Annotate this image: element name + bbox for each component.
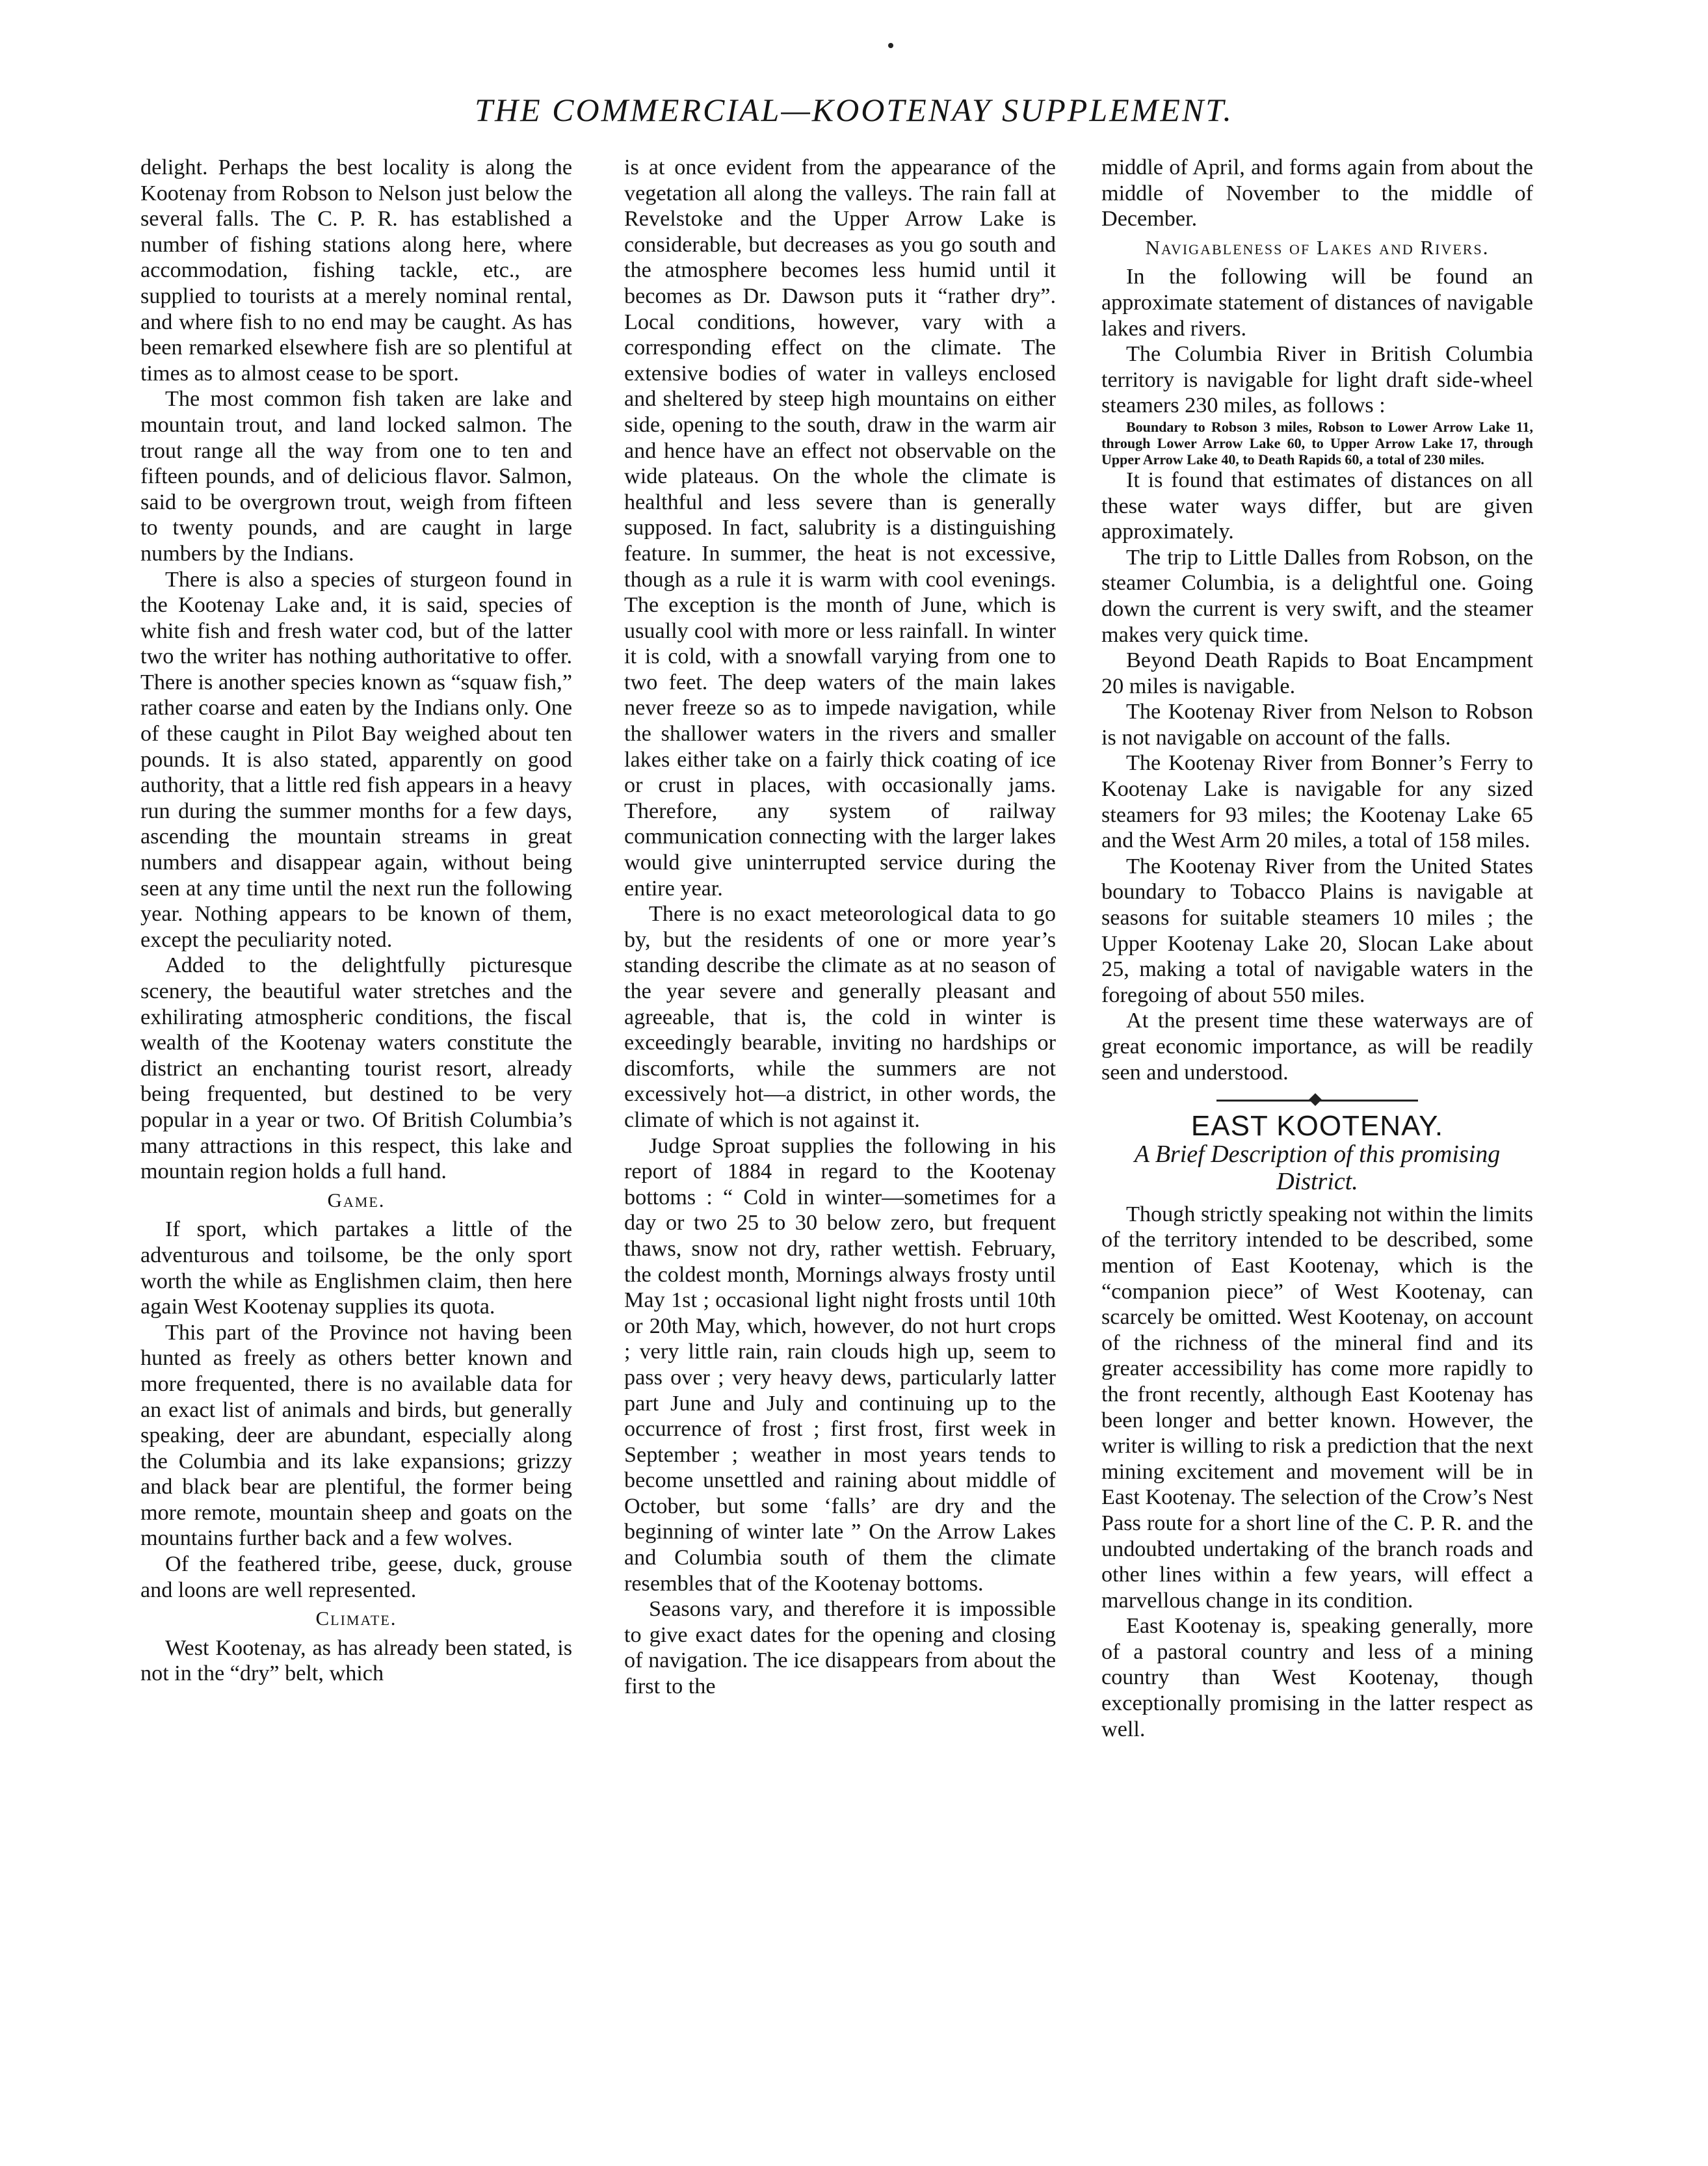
paragraph: delight. Perhaps the best locality is along the Kootenay from Robson to Nelson just below the several falls. The C. P. R. has established a number of fishing stations along here, where accommodation, fishing tackle, etc., are supplied to tourists at a merely nominal rental, and where fish to no end may be caught. As has been remarked elsewhere fish are so plentiful at times as to almost cease to be sport. [140,155,572,386]
paragraph: Of the feathered tribe, geese, duck, grouse and loons are well represented. [140,1552,572,1602]
column-middle [624,155,1056,1700]
paragraph: Beyond Death Rapids to Boat Encampment 20 miles is navigable. [1101,648,1533,698]
divider-ornament [1309,1093,1322,1106]
column-right [1101,155,1533,1742]
subheading-navigableness: Navigableness of Lakes and Rivers. [1145,235,1490,259]
column-left [140,155,572,1687]
paragraph: This part of the Province not having been hunted as freely as others better known and more frequented, there is no available data for an exact list of animals and birds, but generally speaking, deer are abundant, especially along the Columbia and its lake expansions; grizzy and black bear are plentiful, the former being more remote, mountain sheep and goats on the mountains further back and a few wolves. [140,1320,572,1551]
paragraph: Seasons vary, and therefore it is impossible to give exact dates for the opening and closing of navigation. The ice disappears from about the first to the [624,1597,1056,1699]
section-divider [1216,1100,1418,1102]
paragraph: The Kootenay River from the United States boundary to Tobacco Plains is navigable at seasons for suitable steamers 10 miles ; the Upper Kootenay Lake 20, Slocan Lake about 25, making a total of navigable waters in the foregoing of about 550 miles. [1101,854,1533,1007]
subheading-game: Game. [327,1188,386,1211]
subheading-climate: Climate. [315,1607,397,1630]
paragraph: The trip to Little Dalles from Robson, on the steamer Columbia, is a delightful one. Going down the current is very swift, and the steamer makes very quick time. [1101,545,1533,647]
paragraph: East Kootenay is, speaking generally, more of a pastoral country and less of a mining country than West Kootenay, though exceptionally promising in the latter respect as well. [1101,1614,1533,1741]
paragraph: middle of April, and forms again from about the middle of November to the middle of December. [1101,155,1533,231]
paragraph: Though strictly speaking not within the limits of the territory intended to be described, some mention of East Kootenay, which is the “companion piece” of West Kootenay, can scarcely be omitted. West Kootenay, on account of the richness of the mineral find and its greater accessibility has come more rapidly to the front recently, although East Kootenay has been longer and better known. However, the writer is willing to risk a prediction that the next mining excitement and movement will be in East Kootenay. The selection of the Crow’s Nest Pass route for a short line of the C. P. R. and the undoubted undertaking of the branch roads and other lines within a few years, will effect a marvellous change in its condition. [1101,1202,1533,1613]
article-deck: A Brief Description of this promising District. [1134,1140,1501,1195]
paragraph: is at once evident from the appearance of the vegetation all along the valleys. The rain fall at Revelstoke and the Upper Arrow Lake is considerable, but decreases as you go south and the atmosphere becomes less humid until it becomes as Dr. Dawson puts it “rather dry”. Local conditions, however, vary with a corresponding effect on the climate. The extensive bodies of water in valleys enclosed and sheltered by steep high mountains on either side, opening to the south, draw in the warm air and hence have an effect not observable on the wide plateaus. On the whole the climate is healthful and less severe than is generally supposed. In fact, salubrity is a distinguishing feature. In summer, the heat is not excessive, though as a rule it is warm with cool evenings. The exception is the month of June, which is usually cool with more or less rainfall. In winter it is cold, with a snowfall varying from one to two feet. The deep waters of the main lakes never freeze so as to impede navigation, while the shallower waters in the rivers and smaller lakes either take on a fairly thick coating of ice or crust in places, with occasionally jams. Therefore, any system of railway communication connecting with the larger lakes would give uninterrupted service during the entire year. [624,155,1056,901]
paragraph: At the present time these waterways are of great economic importance, as will be readily seen and understood. [1101,1009,1533,1085]
paragraph: West Kootenay, as has already been stated, is not in the “dry” belt, which [140,1635,572,1686]
article-title-east-kootenay: EAST KOOTENAY. [1190,1110,1444,1142]
paragraph: Added to the delightfully picturesque scenery, the beautiful water stretches and the exhilirating atmospheric conditions, the fiscal wealth of the Kootenay waters constitute the district an enchanting tourist resort, already being frequented, but destined to be very popular in a year or two. Of British Columbia’s many attractions in this respect, this lake and mountain region holds a full hand. [140,953,572,1184]
page-header: THE COMMERCIAL—KOOTENAY SUPPLEMENT. [475,92,1233,128]
paragraph: The Kootenay River from Nelson to Robson is not navigable on account of the falls. [1101,700,1533,750]
paragraph: Judge Sproat supplies the following in his report of 1884 in regard to the Kootenay bottoms : “ Cold in winter—sometimes for a day or two 25 to 30 below zero, but frequent thaws, snow not dry, rather wettish. February, the coldest month, Mornings always frosty until May 1st ; occasional light night frosts until 10th or 20th May, which, however, do not hurt crops ; very little rain, rain clouds high up, seem to pass over ; very heavy dews, particularly latter part June and July and continuing up to the occurrence of frost ; first frost, first week in September ; weather in most years tends to become unsettled and raining about middle of October, but some ‘falls’ are dry and the beginning of winter late ” On the Arrow Lakes and Columbia south of them the climate resembles that of the Kootenay bottoms. [624,1133,1056,1596]
paragraph: The most common fish taken are lake and mountain trout, and land locked salmon. The trout range all the way from one to ten and fifteen pounds, and of delicious flavor. Salmon, said to be overgrown trout, weigh from fifteen to twenty pounds, and are caught in large numbers by the Indians. [140,387,572,566]
paragraph: The Columbia River in British Columbia territory is navigable for light draft side-wheel steamers 230 miles, as follows : [1101,342,1533,418]
paragraph: The Kootenay River from Bonner’s Ferry to Kootenay Lake is navigable for any sized steamers for 93 miles; the Kootenay Lake 65 and the West Arm 20 miles, a total of 158 miles. [1101,751,1533,853]
paragraph: In the following will be found an approximate statement of distances of navigable lakes and rivers. [1101,265,1533,341]
paragraph: It is found that estimates of distances on all these water ways differ, but are given approximately. [1101,468,1533,544]
distance-table-note: Boundary to Robson 3 miles, Robson to Lower Arrow Lake 11, through Lower Arrow Lake 60, to Upper Arrow Lake 17, through Upper Arrow Lake 40, to Death Rapids 60, a total of 230 miles. [1101,418,1533,468]
printer-mark [888,43,893,48]
paragraph: There is also a species of sturgeon found in the Kootenay Lake and, it is said, species of white fish and fresh water cod, but of the latter two the writer has nothing authoritative to offer. There is another species known as “squaw fish,” rather coarse and eaten by the Indians only. One of these caught in Pilot Bay weighed about ten pounds. It is also stated, apparently on good authority, that a little red fish appears in a heavy run during the summer months for a few days, ascending the mountain streams in great numbers and disappear again, without being seen at any time until the next run the following year. Nothing appears to be known of them, except the peculiarity noted. [140,567,572,952]
paragraph: There is no exact meteorological data to go by, but the residents of one or more year’s standing describe the climate as at no season of the year severe and generally pleasant and agreeable, that is, the cold in winter is exceedingly bearable, inviting no hardships or discomforts, while the summers are not excessively hot—a district, in other words, the climate of which is not against it. [624,902,1056,1132]
paragraph: If sport, which partakes a little of the adventurous and toilsome, be the only sport worth the while as Englishmen claim, then here again West Kootenay supplies its quota. [140,1217,572,1319]
